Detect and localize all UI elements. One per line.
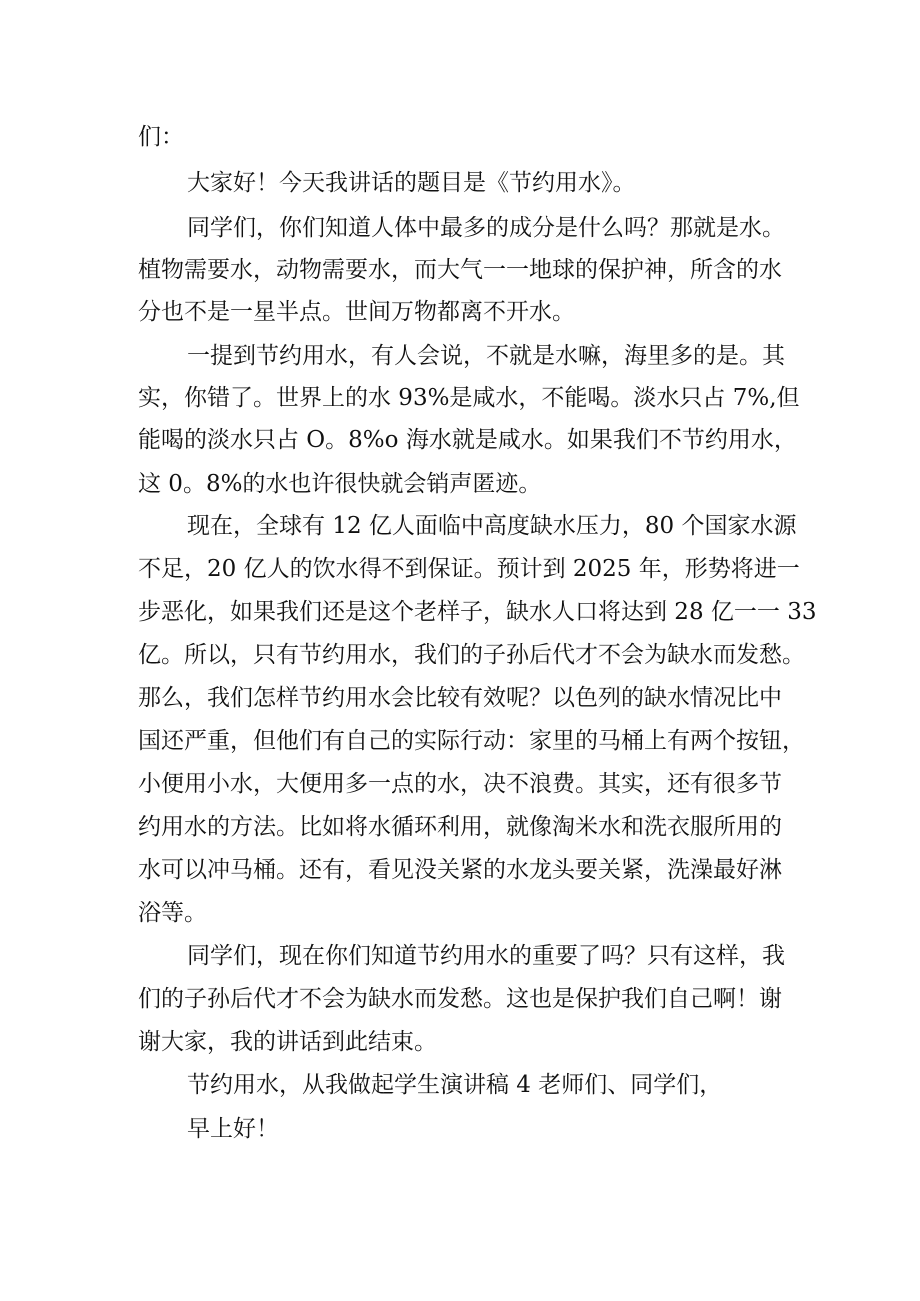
text-line: 浴等。 xyxy=(138,900,207,926)
text-line: 小便用小水，大便用多一点的水，决不浪费。其实，还有很多节 xyxy=(138,771,782,797)
text-line: 同学们，你们知道人体中最多的成分是什么吗？那就是水。 xyxy=(187,215,785,241)
text-line: 国还严重，但他们有自己的实际行动：家里的马桶上有两个按钮， xyxy=(138,728,805,754)
text-line: 步恶化，如果我们还是这个老样子，缺水人口将达到 28 亿一一 33 xyxy=(138,599,817,625)
text-line: 同学们，现在你们知道节约用水的重要了吗？只有这样，我 xyxy=(187,943,785,969)
text-line: 早上好！ xyxy=(187,1116,279,1142)
text-line: 谢大家，我的讲话到此结束。 xyxy=(138,1029,437,1055)
text-line: 实，你错了。世界上的水 93%是咸水，不能喝。淡水只占 7%,但 xyxy=(138,385,800,411)
text-line: 水可以冲马桶。还有，看见没关紧的水龙头要关紧，洗澡最好淋 xyxy=(138,857,782,883)
text-line: 们： xyxy=(138,124,184,150)
text-line: 一提到节约用水，有人会说，不就是水嘛，海里多的是。其 xyxy=(187,343,785,369)
text-line: 分也不是一星半点。世间万物都离不开水。 xyxy=(138,299,575,325)
text-line: 节约用水，从我做起学生演讲稿 4 老师们、同学们， xyxy=(187,1072,723,1098)
text-line: 们的子孙后代才不会为缺水而发愁。这也是保护我们自己啊！谢 xyxy=(138,986,782,1012)
text-line: 亿。所以，只有节约用水，我们的子孙后代才不会为缺水而发愁。 xyxy=(138,642,805,668)
text-line: 大家好！今天我讲话的题目是《节约用水》。 xyxy=(187,170,636,196)
text-line: 约用水的方法。比如将水循环利用，就像淘米水和洗衣服所用的 xyxy=(138,814,782,840)
text-line: 现在，全球有 12 亿人面临中高度缺水压力，80 个国家水源 xyxy=(187,513,797,539)
text-line: 那么，我们怎样节约用水会比较有效呢？以色列的缺水情况比中 xyxy=(138,685,782,711)
text-line: 这 0。8%的水也许很快就会销声匿迹。 xyxy=(138,471,542,497)
text-line: 能喝的淡水只占 O。8%o 海水就是咸水。如果我们不节约用水， xyxy=(138,427,797,453)
text-line: 植物需要水，动物需要水，而大气一一地球的保护神，所含的水 xyxy=(138,257,782,283)
text-line: 不足，20 亿人的饮水得不到保证。预计到 2025 年，形势将进一 xyxy=(138,556,800,582)
